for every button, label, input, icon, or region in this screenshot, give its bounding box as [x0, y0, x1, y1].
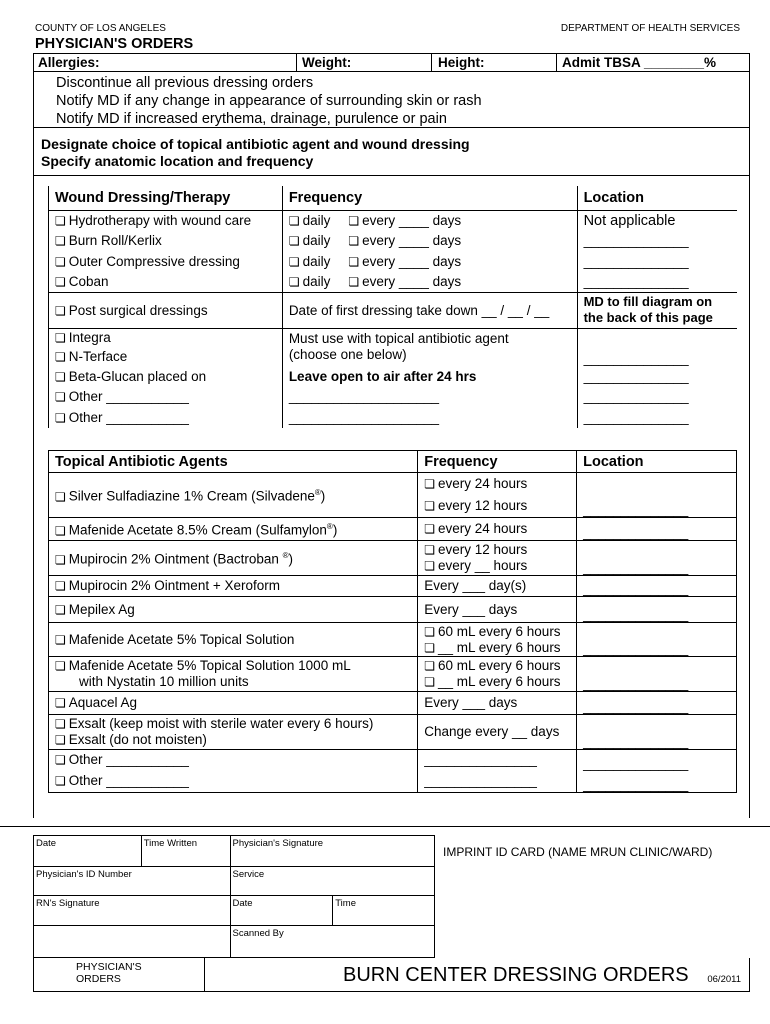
agent-label: Aquacel Ag	[68, 695, 138, 710]
header-frequency: Frequency	[418, 451, 577, 473]
agent-label-end: )	[332, 522, 338, 538]
frequency-label: every 12 hours	[438, 498, 528, 513]
checkbox-every[interactable]	[348, 255, 359, 269]
agent-label-line-2: with Nystatin 10 million units	[79, 674, 249, 689]
location-cell[interactable]: ______________	[577, 272, 737, 293]
divider	[296, 54, 297, 72]
time-written-field[interactable]: Time Written	[141, 836, 230, 867]
checkbox-coban[interactable]	[55, 275, 66, 289]
location-cell[interactable]: ______________	[577, 518, 737, 541]
table-row	[49, 386, 738, 407]
location-cell[interactable]: ______________	[577, 715, 737, 750]
frequency-label[interactable]: _______________	[424, 752, 537, 768]
designate-line-1: Designate choice of topical antibiotic agent and wound dressing	[41, 136, 470, 152]
table-row	[49, 597, 737, 623]
agent-label-end: )	[288, 551, 294, 567]
scanned-by-field[interactable]: Scanned By	[230, 926, 434, 958]
agent-label: Exsalt (do not moisten)	[68, 732, 207, 747]
other-label[interactable]: Other ___________	[68, 773, 189, 789]
location-cell[interactable]: ______________	[577, 692, 737, 715]
rn-signature-field[interactable]: RN's Signature	[34, 896, 231, 926]
checkbox-integra[interactable]	[55, 331, 66, 345]
agent-label: Mepilex Ag	[68, 601, 135, 617]
allergies-field[interactable]: Allergies:	[38, 55, 100, 70]
frequency-label: Every ___ days	[424, 601, 518, 617]
graft-freq-note-1: Must use with topical antibiotic agent	[288, 331, 509, 347]
agent-label: Silver Sulfadiazine 1% Cream (Silvadene	[68, 488, 315, 504]
table-row	[49, 623, 737, 657]
checkbox-agent[interactable]	[55, 602, 66, 618]
checkbox-frequency[interactable]	[424, 624, 435, 640]
table-row	[49, 576, 737, 597]
frequency-label: every __ hours	[438, 558, 528, 573]
therapy-label: Coban	[68, 274, 109, 289]
table-row	[49, 692, 737, 715]
form-title-box	[205, 958, 750, 992]
checkbox-frequency[interactable]	[424, 495, 435, 517]
table-row	[49, 210, 738, 231]
checkbox-every[interactable]	[348, 234, 359, 248]
other-label[interactable]: Other ___________	[68, 752, 189, 768]
location-cell[interactable]: ______________	[577, 366, 737, 386]
table-row	[49, 771, 737, 793]
therapy-label: Beta-Glucan placed on	[68, 368, 207, 384]
weight-field[interactable]: Weight:	[302, 55, 352, 70]
time-field[interactable]: Time	[333, 896, 435, 926]
checkbox-frequency[interactable]	[424, 640, 435, 656]
freq-daily: daily	[302, 253, 331, 269]
agent-label: Mafenide Acetate 5% Topical Solution 1000 mL	[68, 658, 351, 673]
checkbox-agent[interactable]	[55, 732, 66, 748]
checkbox-frequency[interactable]	[424, 542, 435, 558]
frequency-label: every 24 hours	[438, 521, 528, 536]
wound-dressing-table	[48, 186, 737, 428]
location-cell[interactable]: ______________	[577, 328, 737, 366]
therapy-label: Burn Roll/Kerlix	[68, 233, 162, 249]
freq-daily: daily	[302, 233, 331, 249]
checkbox-other[interactable]	[55, 411, 66, 425]
orders-label-line-2: ORDERS	[76, 973, 121, 985]
service-field[interactable]: Service	[230, 867, 434, 896]
table-row	[49, 518, 737, 541]
registered-mark: ®	[282, 551, 289, 561]
vitals-row	[34, 54, 749, 72]
table-row	[49, 407, 738, 428]
location-cell[interactable]: ______________	[577, 576, 737, 597]
left-rule	[33, 176, 34, 818]
agent-label: Mupirocin 2% Ointment (Bactroban	[68, 551, 283, 567]
checkbox-daily[interactable]	[289, 214, 300, 228]
designate-box	[33, 128, 750, 176]
checkbox-daily[interactable]	[289, 234, 300, 248]
location-cell[interactable]: ______________	[577, 541, 737, 576]
agent-label: Exsalt (keep moist with sterile water every 6 hours)	[68, 716, 374, 731]
footer-rule	[0, 826, 770, 827]
therapy-label: N-Terface	[68, 349, 128, 364]
table-row	[49, 251, 738, 272]
frequency-label: Every ___ days	[424, 695, 518, 710]
agent-label: Mupirocin 2% Ointment + Xeroform	[68, 578, 280, 593]
table-row	[49, 366, 738, 386]
location-cell: Not applicable	[577, 210, 737, 231]
header-location: Location	[577, 451, 737, 473]
frequency-label: Change every __ days	[424, 724, 560, 739]
checkbox-daily[interactable]	[289, 255, 300, 269]
location-cell[interactable]: ______________	[577, 473, 737, 518]
checkbox-agent[interactable]	[55, 489, 66, 505]
agent-label-end: )	[320, 488, 326, 504]
other-label[interactable]: Other ___________	[68, 410, 189, 425]
orders-label-box	[33, 958, 205, 992]
frequency-label[interactable]: _______________	[424, 773, 537, 789]
county-label: COUNTY OF LOS ANGELES	[35, 23, 166, 34]
divider	[556, 54, 557, 72]
designate-line-2: Specify anatomic location and frequency	[41, 153, 314, 169]
frequency-label: Every ___ day(s)	[424, 578, 527, 593]
checkbox-frequency[interactable]	[424, 521, 435, 537]
orders-label-line-1: PHYSICIAN'S	[76, 961, 142, 973]
location-cell[interactable]: ______________	[577, 231, 737, 252]
date2-field[interactable]: Date	[230, 896, 333, 926]
right-rule	[749, 176, 750, 818]
checkbox-every[interactable]	[348, 275, 359, 289]
freq-every: every ____ days	[362, 233, 462, 249]
location-cell[interactable]: ______________	[577, 386, 737, 407]
checkbox-other[interactable]	[55, 390, 66, 404]
header-agent: Topical Antibiotic Agents	[55, 453, 228, 470]
table-header-row	[49, 451, 737, 473]
table-row	[49, 750, 737, 771]
location-cell[interactable]: ______________	[577, 623, 737, 657]
location-cell[interactable]: ______________	[577, 407, 737, 428]
table-row	[49, 473, 737, 518]
signature-table	[33, 835, 435, 958]
checkbox-agent[interactable]	[55, 773, 66, 789]
checkbox-frequency[interactable]	[424, 674, 435, 690]
checkbox-daily[interactable]	[289, 275, 300, 289]
location-cell[interactable]: ______________	[577, 597, 737, 623]
height-field[interactable]: Height:	[438, 55, 485, 70]
checkbox-agent[interactable]	[55, 578, 66, 594]
admit-tbsa-field[interactable]: Admit TBSA ________%	[562, 55, 717, 70]
imprint-id-label: IMPRINT ID CARD (NAME MRUN CLINIC/WARD)	[443, 845, 713, 859]
therapy-label: Outer Compressive dressing	[68, 253, 240, 269]
frequency-label: 60 mL every 6 hours	[438, 658, 561, 673]
blank-cell	[34, 926, 231, 958]
graft-freq-note-2: (choose one below)	[288, 347, 407, 363]
location-cell[interactable]: ______________	[577, 750, 737, 771]
md-diagram-note-1: MD to fill diagram on	[583, 294, 713, 309]
frequency-label: every 24 hours	[438, 476, 528, 491]
other-label[interactable]: Other ___________	[68, 389, 189, 404]
header-therapy: Wound Dressing/Therapy	[55, 189, 231, 206]
table-row	[49, 272, 738, 293]
checkbox-beta-glucan[interactable]	[55, 370, 66, 384]
agent-label: Mafenide Acetate 5% Topical Solution	[68, 631, 295, 647]
checkbox-agent[interactable]	[55, 716, 66, 732]
frequency-blank[interactable]: ____________________	[282, 407, 577, 428]
therapy-label: Integra	[68, 330, 111, 346]
checkbox-agent[interactable]	[55, 632, 66, 648]
physician-signature-field[interactable]: Physician's Signature	[230, 836, 434, 867]
frequency-blank[interactable]: ____________________	[282, 386, 577, 407]
location-cell[interactable]: ______________	[577, 771, 737, 793]
checkbox-agent[interactable]	[55, 695, 66, 711]
freq-daily: daily	[302, 213, 331, 228]
registered-mark: ®	[326, 522, 333, 532]
order-notify-skin: Notify MD if any change in appearance of surrounding skin or rash	[56, 93, 482, 109]
designate-instructions	[41, 136, 470, 170]
frequency-label: __ mL every 6 hours	[438, 674, 561, 689]
divider	[431, 54, 432, 72]
header-location: Location	[577, 186, 737, 210]
registered-mark: ®	[314, 488, 321, 498]
checkbox-frequency[interactable]	[424, 558, 435, 574]
post-surgical-frequency[interactable]: Date of first dressing take down __ / __ / __	[282, 292, 577, 328]
checkbox-outer-compressive[interactable]	[55, 255, 66, 269]
checkbox-frequency[interactable]	[424, 473, 435, 495]
frequency-label: __ mL every 6 hours	[438, 639, 561, 655]
table-row	[49, 715, 737, 750]
checkbox-burn-roll[interactable]	[55, 234, 66, 248]
freq-every: every ____ days	[362, 213, 462, 228]
therapy-label: Post surgical dressings	[68, 302, 208, 318]
header-frequency: Frequency	[282, 186, 577, 210]
location-cell[interactable]: ______________	[577, 657, 737, 692]
checkbox-agent[interactable]	[55, 752, 66, 768]
freq-every: every ____ days	[362, 253, 462, 269]
checkbox-agent[interactable]	[55, 552, 66, 568]
department-label: DEPARTMENT OF HEALTH SERVICES	[560, 23, 740, 34]
general-orders-list	[56, 74, 482, 128]
antibiotic-table	[48, 450, 737, 793]
table-row-post-surgical	[49, 292, 738, 328]
table-row	[49, 328, 738, 347]
order-notify-erythema: Notify MD if increased erythema, drainage, purulence or pain	[56, 111, 447, 127]
checkbox-post-surgical[interactable]	[55, 304, 66, 318]
md-diagram-note-2: the back of this page	[583, 310, 713, 325]
checkbox-frequency[interactable]	[424, 658, 435, 674]
order-discontinue: Discontinue all previous dressing orders	[56, 75, 314, 91]
form-title: BURN CENTER DRESSING ORDERS	[343, 964, 689, 986]
therapy-label: Hydrotherapy with wound care	[68, 213, 252, 228]
table-row	[49, 657, 737, 692]
general-orders-box	[33, 53, 750, 128]
page-title: PHYSICIAN'S ORDERS	[35, 36, 194, 52]
frequency-label: every 12 hours	[438, 542, 528, 557]
date-field[interactable]: Date	[34, 836, 142, 867]
checkbox-hydrotherapy[interactable]	[55, 214, 66, 228]
checkbox-agent[interactable]	[55, 523, 66, 539]
table-header-row	[49, 186, 738, 210]
form-date: 06/2011	[707, 974, 741, 985]
frequency-label: 60 mL every 6 hours	[438, 623, 561, 639]
table-row	[49, 541, 737, 576]
freq-daily: daily	[302, 274, 331, 289]
physician-id-field[interactable]: Physician's ID Number	[34, 867, 231, 896]
checkbox-every[interactable]	[348, 214, 359, 228]
checkbox-n-terface[interactable]	[55, 350, 66, 364]
checkbox-agent[interactable]	[55, 658, 66, 674]
freq-every: every ____ days	[362, 274, 462, 289]
open-air-note: Leave open to air after 24 hrs	[282, 366, 577, 386]
table-row	[49, 231, 738, 252]
agent-label: Mafenide Acetate 8.5% Cream (Sulfamylon	[68, 522, 327, 538]
location-cell[interactable]: ______________	[577, 251, 737, 272]
